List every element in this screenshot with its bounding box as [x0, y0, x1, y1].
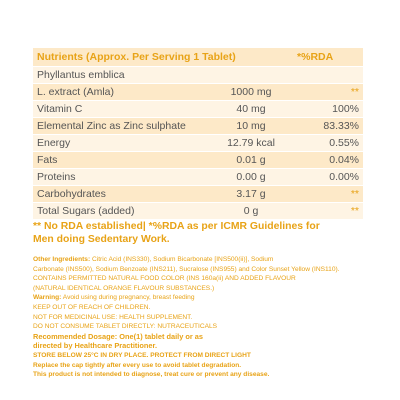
- table-row: [33, 101, 363, 118]
- nutrient-rda: 83.33%: [293, 118, 363, 135]
- table-row: [33, 135, 363, 152]
- contains-line: CONTAINS PERMITTED NATURAL FOOD COLOR (INS 160a(ii) AND ADDED FLAVOUR: [33, 275, 296, 283]
- nutrient-name: Vitamin C: [33, 101, 209, 118]
- nutrient-value: 10 mg: [209, 118, 293, 135]
- nutrient-value: [209, 67, 293, 84]
- footnote-line: Men doing Sedentary Work.: [33, 233, 170, 245]
- nutrient-rda: 0.00%: [293, 169, 363, 186]
- nutrient-rda: [293, 67, 363, 84]
- nutrient-value: 1000 mg: [209, 84, 293, 101]
- nutrient-rda: 100%: [293, 101, 363, 118]
- label-panel: [33, 48, 363, 380]
- nutrient-name: Proteins: [33, 169, 209, 186]
- nutrient-value: 40 mg: [209, 101, 293, 118]
- nutrient-name: Carbohydrates: [33, 186, 209, 203]
- nutrient-name: L. extract (Amla): [33, 84, 209, 101]
- other-ingredients-text: Citric Acid (INS330), Sodium Bicarbonate [INS500(ii)], Sodium: [90, 256, 274, 263]
- other-ingredients-label: Other Ingredients:: [33, 256, 91, 263]
- keep-out-notice: KEEP OUT OF REACH OF CHILDREN.: [33, 303, 151, 311]
- table-header-row: [33, 48, 363, 67]
- nutrient-value: 3.17 g: [209, 186, 293, 203]
- dosage-line-cont: directed by Healthcare Practitioner.: [33, 341, 158, 351]
- nutrient-name: Total Sugars (added): [33, 203, 209, 220]
- table-row: [33, 169, 363, 186]
- table-row: [33, 84, 363, 101]
- storage-notice: STORE BELOW 25°C IN DRY PLACE. PROTECT FROM DIRECT LIGHT: [33, 351, 251, 359]
- do-not-consume-notice: DO NOT CONSUME TABLET DIRECTLY: NUTRACEUTICALS: [33, 323, 218, 331]
- dosage-line: Recommended Dosage: One(1) tablet daily or as: [33, 331, 204, 341]
- warning-label: Warning:: [33, 294, 62, 302]
- nutrient-rda: 0.55%: [293, 135, 363, 152]
- footnote-line: ** No RDA established| *%RDA as per ICMR Guidelines for: [33, 221, 320, 232]
- nutrient-value: 0.01 g: [209, 152, 293, 169]
- warning: [33, 293, 363, 303]
- nutrient-rda: **: [293, 186, 363, 203]
- table-row: [33, 186, 363, 203]
- nutrient-rda: **: [293, 84, 363, 101]
- replace-cap-notice: Replace the cap tightly after every use to avoid tablet degradation.: [33, 361, 242, 369]
- nutrient-name: Energy: [33, 135, 209, 152]
- not-medicinal-notice: NOT FOR MEDICINAL USE: HEALTH SUPPLEMENT.: [33, 313, 193, 321]
- other-ingredients-cont: Carbonate (INS500), Sodium Benzoate (INS211), Sucralose (INS955) and Color Sunset Yellow (INS110).: [33, 265, 340, 273]
- nutrient-name: Phyllantus emblica: [33, 67, 209, 84]
- header-nutrients: Nutrients (Approx. Per Serving 1 Tablet): [33, 48, 293, 67]
- table-row: [33, 152, 363, 169]
- rda-footnote: [33, 221, 363, 246]
- nutrient-name: Elemental Zinc as Zinc sulphate: [33, 118, 209, 135]
- table-row: [33, 118, 363, 135]
- nutrient-name: Fats: [33, 152, 209, 169]
- header-rda: *%RDA: [293, 48, 363, 67]
- table-row: [33, 67, 363, 84]
- nutrient-value: 12.79 kcal: [209, 135, 293, 152]
- nutrient-value: 0 g: [209, 203, 293, 220]
- nutrient-rda: **: [293, 203, 363, 220]
- table-row: [33, 203, 363, 220]
- nutrition-table: [33, 48, 363, 220]
- fine-print: [33, 255, 363, 380]
- disclaimer: This product is not intended to diagnose, treat cure or prevent any disease.: [33, 371, 270, 379]
- nutrient-value: 0.00 g: [209, 169, 293, 186]
- warning-text: Avoid using during pregnancy, breast feeding: [61, 294, 195, 302]
- nutrient-rda: 0.04%: [293, 152, 363, 169]
- other-ingredients: [33, 255, 363, 265]
- contains-line-cont: (NATURAL IDENTICAL ORANGE FLAVOUR SUBSTANCES.): [33, 284, 215, 292]
